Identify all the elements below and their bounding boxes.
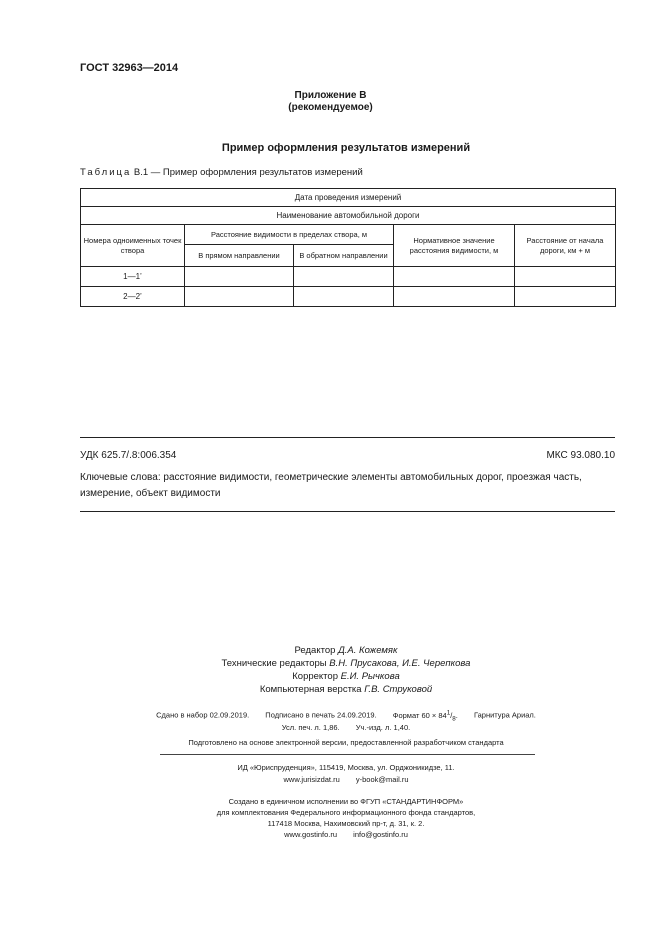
divider xyxy=(80,437,615,438)
layout-label: Компьютерная верстка xyxy=(259,684,362,695)
date-header: Дата проведения измерений xyxy=(81,189,616,207)
keywords: Ключевые слова: расстояние видимости, геометрические элементы автомобильных дорог, проезжая часть, измерение, объект видимости xyxy=(80,472,582,499)
signed-date: Подписано в печать 24.09.2019. xyxy=(265,710,377,720)
made-site[interactable]: www.gostinfo.ru xyxy=(284,830,338,839)
corrector-label: Корректор xyxy=(292,671,338,682)
table-caption-label: Таблица xyxy=(80,167,132,178)
forward-header: В прямом направлении xyxy=(185,245,294,267)
empty-cell xyxy=(515,267,616,287)
mks-code: МКС 93.080.10 xyxy=(546,450,615,461)
divider xyxy=(80,511,615,512)
measurements-table xyxy=(80,188,616,307)
sheets-info xyxy=(0,723,661,732)
table-row xyxy=(81,267,616,287)
norm-header: Нормативное значение расстояния видимости, м xyxy=(394,225,515,267)
publisher-site[interactable]: www.jurisizdat.ru xyxy=(283,775,340,784)
made-contacts xyxy=(0,829,661,840)
section-heading: Пример оформления результатов измерений xyxy=(221,142,471,154)
empty-cell xyxy=(294,287,394,307)
empty-cell xyxy=(185,287,294,307)
editor-label: Редактор xyxy=(294,645,336,656)
corrector-line xyxy=(0,670,661,683)
standard-number: ГОСТ 32963—2014 xyxy=(80,62,179,74)
table-row xyxy=(81,207,616,225)
font-info: Гарнитура Ариал. xyxy=(473,710,536,720)
empty-cell xyxy=(185,267,294,287)
empty-cell xyxy=(394,287,515,307)
made-line-3: 117418 Москва, Нахимовский пр-т, д. 31, к. 2. xyxy=(267,819,425,828)
publisher-contacts xyxy=(0,774,661,786)
table-caption-text: В.1 — Пример оформления результатов измерений xyxy=(133,167,363,178)
editor-line xyxy=(0,644,661,657)
udk-code: УДК 625.7/.8:006.354 xyxy=(80,450,177,461)
layout-name: Г.В. Струковой xyxy=(364,684,433,695)
made-email[interactable]: info@gostinfo.ru xyxy=(353,830,408,839)
format: Формат $60 \times 84^1/_8$. xyxy=(392,709,458,722)
appendix-title: Приложение В xyxy=(294,90,367,101)
print-info xyxy=(0,709,661,722)
empty-cell xyxy=(515,287,616,307)
made-line-1: Создано в единичном исполнении во ФГУП «СТАНДАРТИНФОРМ» xyxy=(228,797,464,806)
tech-editors-line xyxy=(0,657,661,670)
tech-editors-names: В.Н. Прусакова, И.Е. Черепкова xyxy=(329,658,471,669)
corrector-name: Е.И. Рычкова xyxy=(340,671,400,682)
made-line-2: для комплектования Федерального информационного фонда стандартов, xyxy=(216,808,476,817)
table-row xyxy=(81,225,616,245)
road-header: Наименование автомобильной дороги xyxy=(81,207,616,225)
layout-line xyxy=(0,683,661,696)
tech-editors-label: Технические редакторы xyxy=(221,658,327,669)
credits-block xyxy=(0,644,661,696)
empty-cell xyxy=(294,267,394,287)
publisher-email[interactable]: y-book@mail.ru xyxy=(355,775,409,784)
point-cell: 2—2’ xyxy=(81,287,185,307)
made-block xyxy=(0,796,661,840)
table-caption xyxy=(80,167,363,178)
publisher-address: ИД «Юриспруденция», 115419, Москва, ул. Орджоникидзе, 11. xyxy=(237,763,455,772)
editor-name: Д.А. Кожемяк xyxy=(338,645,398,656)
print-sheets: Усл. печ. л. 1,86. xyxy=(281,723,340,732)
divider xyxy=(160,754,535,755)
prepared-note: Подготовлено на основе электронной версии, предоставленной разработчиком стандарта xyxy=(188,738,504,747)
table-row xyxy=(81,287,616,307)
start-distance-header: Расстояние от начала дороги, км + м xyxy=(515,225,616,267)
empty-cell xyxy=(394,267,515,287)
reverse-header: В обратном направлении xyxy=(294,245,394,267)
edit-sheets: Уч.-изд. л. 1,40. xyxy=(355,723,411,732)
table-row xyxy=(81,189,616,207)
distance-group-header: Расстояние видимости в пределах створа, м xyxy=(185,225,394,245)
point-cell: 1—1’ xyxy=(81,267,185,287)
points-header: Номера одноименных точек створа xyxy=(81,225,185,267)
publisher-block xyxy=(0,762,661,786)
appendix-subtitle: (рекомендуемое) xyxy=(288,102,373,113)
sent-date: Сдано в набор 02.09.2019. xyxy=(156,710,250,720)
